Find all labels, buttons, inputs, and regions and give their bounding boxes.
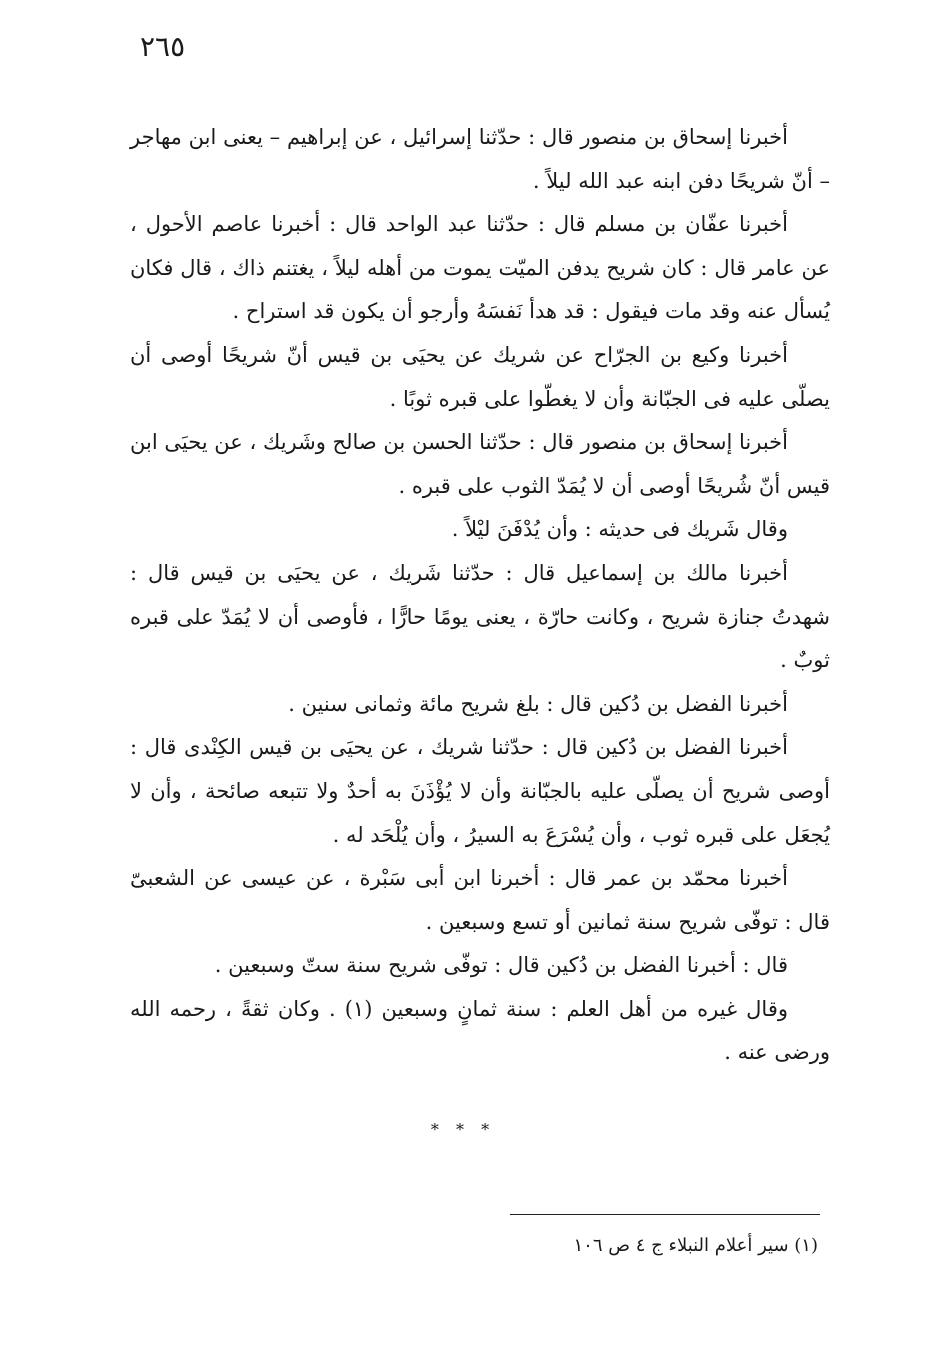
footnote-divider — [510, 1214, 820, 1215]
paragraph: أخبرنا إسحاق بن منصور قال : حدّثنا الحسن بن صالح وشَريك ، عن يحيَى ابن قيس أنّ شُريحًا أوصى أن لا يُمَدّ الثوب على قبره . — [130, 430, 830, 498]
paragraph: أخبرنا عفّان بن مسلم قال : حدّثنا عبد الواحد قال : أخبرنا عاصم الأحول ، عن عامر قال : كان شريح يدفن الميّت يموت من أهله ليلاً ، يغتنم ذاك ، قال فكان يُسأل عنه وقد مات فيقول : قد هدأ نَفسَهُ وأرجو أن يكون قد استراح . — [130, 212, 830, 324]
paragraph: أخبرنا محمّد بن عمر قال : أخبرنا ابن أبى سَبْرة ، عن عيسى عن الشعبىّ قال : توفّى شريح سنة ثمانين أو تسع وسبعين . — [130, 866, 830, 934]
section-separator: * * * — [430, 1120, 496, 1139]
paragraph: أخبرنا وكيع بن الجرّاح عن شريك عن يحيَى بن قيس أنّ شريحًا أوصى أن يصلّى عليه فى الجبّانة وأن لا يغطّوا على قبره ثوبًا . — [130, 342, 830, 411]
paragraph: وقال غيره من أهل العلم : سنة ثمانٍ وسبعين (١) . وكان ثقةً ، رحمه الله ورضى عنه . — [130, 996, 830, 1065]
footnote: (١) سير أعلام النبلاء ج ٤ ص ١٠٦ — [573, 1235, 818, 1256]
paragraph: أخبرنا إسحاق بن منصور قال : حدّثنا إسرائيل ، عن إبراهيم – يعنى ابن مهاجر – أنّ شريحًا دفن ابنه عبد الله ليلاً . — [130, 125, 830, 193]
page-number: ٢٦٥ — [140, 30, 186, 63]
paragraph: وقال شَريك فى حديثه : وأن يُدْفَنَ ليْلاً . — [451, 517, 788, 542]
paragraph: أخبرنا الفضل بن دُكين قال : حدّثنا شريك ، عن يحيَى بن قيس الكِنْدى قال : أوصى شريح أن يصلّى عليه بالجبّانة وأن لا يُؤْذَنَ به أحدٌ ولا تتبعه صائحة ، وأن لا يُجعَل على قبره ثوب ، وأن يُسْرَعَ به السيرُ ، وأن يُلْحَد له . — [130, 735, 830, 847]
paragraph: أخبرنا مالك بن إسماعيل قال : حدّثنا شَريك ، عن يحيَى بن قيس قال : شهدتُ جنازة شريح ، وكانت حارّة ، يعنى يومًا حارًّا ، فأوصى أن لا يُمَدّ على قبره ثوبٌ . — [130, 560, 830, 673]
paragraph: أخبرنا الفضل بن دُكين قال : بلغ شريح مائة وثمانى سنين . — [288, 691, 788, 716]
paragraph: قال : أخبرنا الفضل بن دُكين قال : توفّى شريح سنة ستّ وسبعين . — [214, 953, 788, 978]
main-text — [130, 116, 830, 1075]
